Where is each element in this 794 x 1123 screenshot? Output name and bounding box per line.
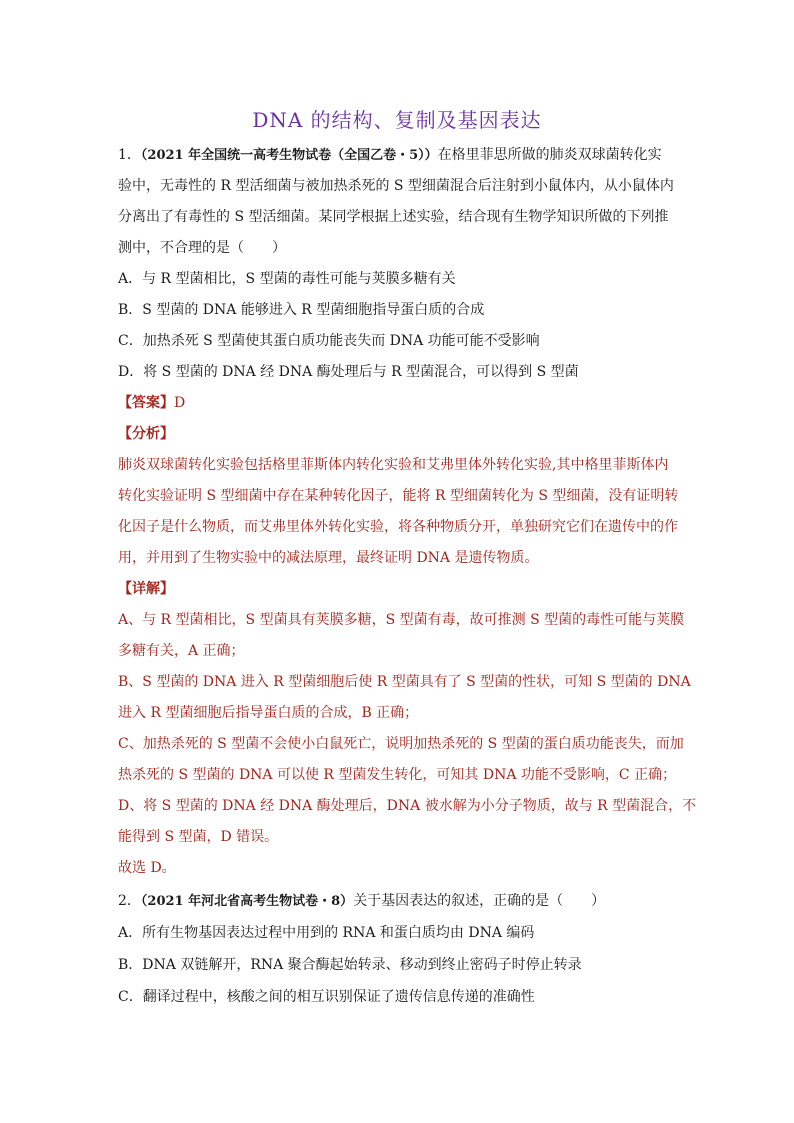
- detail-line-6: 热杀死的 S 型菌的 DNA 可以使 R 型菌发生转化，可知其 DNA 功能不受影响，C 正确；: [118, 767, 677, 783]
- detail-line-4: 进入 R 型菌细胞后指导蛋白质的合成，B 正确；: [118, 705, 419, 721]
- document-title: DNA 的结构、复制及基因表达: [252, 108, 542, 132]
- question-2-option-c: C．翻译过程中，核酸之间的相互识别保证了遗传信息传递的准确性: [118, 989, 535, 1005]
- question-1-option-b: B．S 型菌的 DNA 能够进入 R 型菌细胞指导蛋白质的合成: [118, 302, 485, 318]
- question-1-answer: [118, 393, 678, 413]
- question-1-stem-text: 在格里菲思所做的肺炎双球菌转化实: [437, 147, 662, 163]
- detail-line-7: D、将 S 型菌的 DNA 经 DNA 酶处理后，DNA 被水解为小分子物质，故与 R 型菌混合，不: [118, 798, 697, 814]
- question-1-stem-line-3: 分离出了有毒性的 S 型活细菌。某同学根据上述实验，结合现有生物学知识所做的下列推: [118, 209, 669, 225]
- question-1-number: 1．: [118, 147, 141, 163]
- detail-line-8: 能得到 S 型菌，D 错误。: [118, 829, 279, 845]
- question-2-stem: [118, 891, 678, 912]
- question-1-stem-line-1: [118, 145, 678, 166]
- question-2-source: （2021 年河北省高考生物试卷・8）: [140, 894, 354, 909]
- question-1-source: （2021 年全国统一高考生物试卷（全国乙卷・5））: [140, 148, 438, 163]
- question-1-option-d: D．将 S 型菌的 DNA 经 DNA 酶处理后与 R 型菌混合，可以得到 S 型菌: [118, 364, 579, 380]
- analysis-label: 【分析】: [118, 426, 174, 442]
- question-2-option-a: A．所有生物基因表达过程中用到的 RNA 和蛋白质均由 DNA 编码: [118, 925, 535, 941]
- question-1-stem-line-4: 测中，不合理的是（ ）: [118, 240, 286, 256]
- conclusion: 故选 D。: [118, 860, 176, 876]
- detail-line-5: C、加热杀死的 S 型菌不会使小白鼠死亡，说明加热杀死的 S 型菌的蛋白质功能丧失，而加: [118, 736, 684, 752]
- question-1-option-a: A．与 R 型菌相比，S 型菌的毒性可能与荚膜多糖有关: [118, 271, 456, 287]
- question-2-stem-text: 关于基因表达的叙述，正确的是（ ）: [353, 893, 606, 909]
- answer-label: 【答案】: [118, 395, 174, 411]
- question-1-option-c: C．加热杀死 S 型菌使其蛋白质功能丧失而 DNA 功能可能不受影响: [118, 333, 540, 349]
- analysis-line-4: 用，并用到了生物实验中的减法原理，最终证明 DNA 是遗传物质。: [118, 550, 539, 566]
- answer-value: D: [174, 395, 186, 411]
- question-2-option-b: B．DNA 双链解开，RNA 聚合酶起始转录、移动到终止密码子时停止转录: [118, 957, 582, 973]
- detail-label: 【详解】: [118, 581, 174, 597]
- detail-line-3: B、S 型菌的 DNA 进入 R 型菌细胞后使 R 型菌具有了 S 型菌的性状，可知 S 型菌的 DNA: [118, 674, 691, 690]
- question-1-stem-line-2: 验中，无毒性的 R 型活细菌与被加热杀死的 S 型细菌混合后注射到小鼠体内，从小鼠体内: [118, 178, 674, 194]
- analysis-line-3: 化因子是什么物质，而艾弗里体外转化实验，将各种物质分开，单独研究它们在遗传中的作: [118, 519, 678, 535]
- question-2-number: 2．: [118, 893, 141, 909]
- detail-line-1: A、与 R 型菌相比，S 型菌具有荚膜多糖，S 型菌有毒，故可推测 S 型菌的毒性可能与荚膜: [118, 612, 685, 628]
- detail-line-2: 多糖有关，A 正确；: [118, 643, 245, 659]
- analysis-line-1: 肺炎双球菌转化实验包括格里菲斯体内转化实验和艾弗里体外转化实验,其中格里菲斯体内: [118, 457, 669, 473]
- analysis-line-2: 转化实验证明 S 型细菌中存在某种转化因子，能将 R 型细菌转化为 S 型细菌，没有证明转: [118, 488, 679, 504]
